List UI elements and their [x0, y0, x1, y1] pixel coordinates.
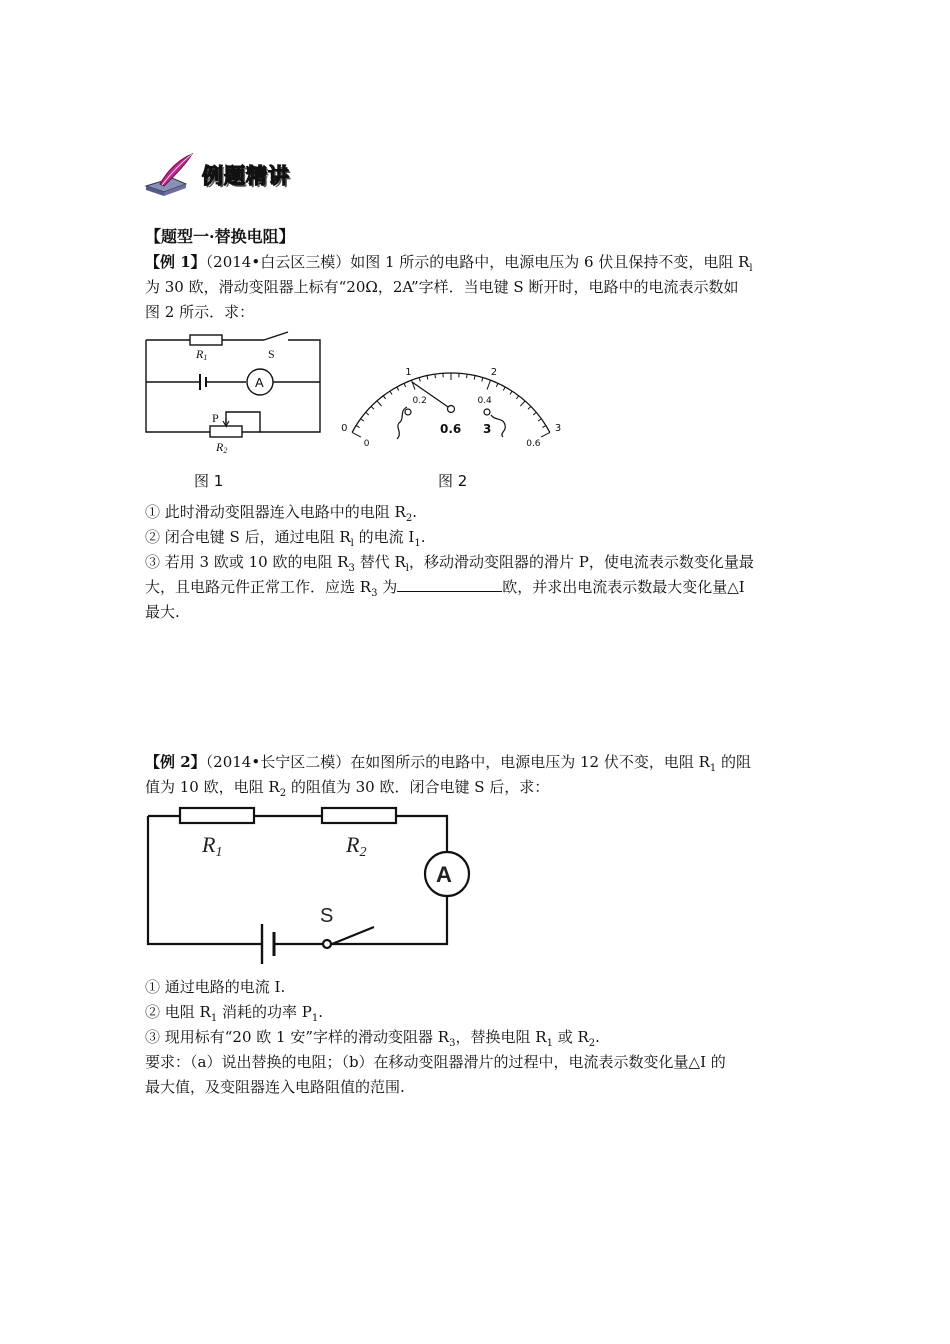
dial-bottom-label: 0.4 — [477, 395, 492, 406]
section-heading — [142, 150, 342, 200]
dial-top-label: 0 — [341, 423, 348, 435]
ex2-requirement-1: 要求：（a）说出替换的电阻；（b）在移动变阻器滑片的过程中，电流表示数变化量△I 的 — [145, 1053, 726, 1071]
dial-tick — [533, 412, 536, 415]
dial-tick — [361, 419, 364, 421]
ex2-switch-s — [332, 927, 374, 944]
dial-tick — [496, 383, 498, 387]
section-title: 【题型一·替换电阻】 — [145, 227, 295, 246]
terminal-0-6 — [448, 406, 455, 413]
ex1-question-2: ② 闭合电键 S 后，通过电阻 $R_l$ 的电流 $I_1$. — [145, 528, 426, 549]
dial-tick — [482, 378, 483, 382]
fig1-r2-label: R2 — [216, 440, 228, 455]
dial-tick — [397, 387, 399, 391]
figure-1-circuit — [140, 330, 330, 455]
ex2-ammeter-label: A — [436, 862, 452, 887]
dial-tick — [528, 406, 531, 409]
ex1-question-3-cont: 大，且电路元件正常工作．应选 $R_3$ 为 欧，并求出电流表示数最大变化量△I — [145, 578, 745, 599]
fig1-s-label: S — [268, 347, 275, 361]
ex2-label: 【例 2】 — [145, 753, 206, 771]
ex2-question-3: ③ 现用标有“20 欧 1 安”字样的滑动变阻器 $R_3$，替换电阻 $R_1$ 或 $R_2$. — [145, 1028, 600, 1049]
terminal-label-0-6: 0.6 — [440, 422, 462, 436]
ex2-r1-label: R1 — [202, 832, 223, 860]
section-heading-text: 例题精讲 — [202, 164, 290, 188]
dial-tick — [377, 401, 382, 406]
figure-1-caption: 图 1 — [194, 472, 224, 490]
dial-tick — [371, 406, 374, 409]
dial-tick — [352, 432, 361, 437]
ex2-resistor-r1 — [180, 808, 254, 823]
ex1-question-3: ③ 若用 3 欧或 10 欧的电阻 $R_3$ 替代 $R_l$，移动滑动变阻器的滑片 P，使电流表示数变化量最 — [145, 553, 754, 574]
figure-2-caption: 图 2 — [438, 472, 468, 490]
dial-tick — [520, 401, 525, 406]
dial-bottom-label: 0.6 — [526, 438, 541, 449]
ex2-question-1: ① 通过电路的电流 I. — [145, 978, 286, 996]
dial-top-label: 1 — [405, 366, 412, 378]
ex1-line2: 为 30 欧，滑动变阻器上标有“20Ω，2A”字样．当电键 S 断开时，电路中的电流表示数如 — [145, 278, 739, 296]
dial-tick — [419, 378, 420, 382]
dial-tick — [356, 425, 359, 427]
dial-tick — [366, 412, 369, 415]
dial-tick — [404, 383, 406, 387]
example-2-circuit — [142, 800, 482, 960]
resistor-r1 — [190, 335, 222, 345]
dial-tick — [435, 374, 436, 378]
ex2-s-label: S — [320, 905, 334, 927]
dial-tick — [411, 380, 415, 389]
switch-s — [264, 332, 288, 340]
dial-tick — [467, 374, 468, 378]
ex2-resistor-r2 — [322, 808, 396, 823]
quill-book-icon — [142, 150, 194, 196]
resistor-r2 — [210, 426, 242, 437]
dial-tick — [390, 391, 392, 394]
ex1-question-1: ① 此时滑动变阻器连入电路中的电阻 $R_2$. — [145, 503, 417, 524]
answer-blank[interactable] — [397, 577, 502, 592]
dial-top-label: 2 — [490, 366, 498, 378]
figure-2-ammeter-dial — [341, 335, 562, 449]
ex1-label: 【例 1】 — [145, 253, 206, 271]
ex2-line2: 值为 10 欧，电阻 $R_2$ 的阻值为 30 欧．闭合电键 S 后，求： — [145, 778, 550, 799]
dial-tick — [516, 396, 518, 399]
ex2-r2-label: R2 — [346, 832, 367, 860]
fig1-ammeter-label: A — [255, 375, 264, 390]
terminal-0-wire — [397, 407, 411, 439]
ex1-line1: 【例 1】（2014•白云区三模）如图 1 所示的电路中，电源电压为 6 伏且保持不变，电阻 $R_l$ — [145, 253, 753, 274]
ex1-line3: 图 2 所示．求： — [145, 303, 255, 321]
dial-tick — [487, 380, 491, 389]
dial-tick — [503, 387, 505, 391]
dial-tick — [542, 425, 545, 427]
dial-tick — [383, 396, 385, 399]
fig1-r1-label: R1 — [196, 347, 208, 362]
dial-tick — [427, 376, 428, 380]
dial-tick — [538, 419, 541, 421]
fig1-p-label: P — [212, 411, 219, 425]
dial-tick — [541, 432, 550, 437]
dial-bottom-label: 0.2 — [412, 395, 427, 406]
ex1-question-3-end: 最大. — [145, 603, 180, 621]
dial-tick — [474, 376, 475, 380]
dial-tick — [510, 391, 512, 394]
terminal-label-3: 3 — [483, 422, 492, 436]
dial-top-label: 3 — [554, 423, 562, 435]
ex2-question-2: ② 电阻 $R_1$ 消耗的功率 $P_1$. — [145, 1003, 324, 1024]
ex2-line1: 【例 2】（2014•长宁区二模）在如图所示的电路中，电源电压为 12 伏不变，电阻 $R_1$ 的阻 — [145, 753, 752, 774]
ex2-requirement-2: 最大值，及变阻器连入电路阻值的范围. — [145, 1078, 405, 1096]
dial-bottom-label: 0 — [363, 438, 370, 449]
